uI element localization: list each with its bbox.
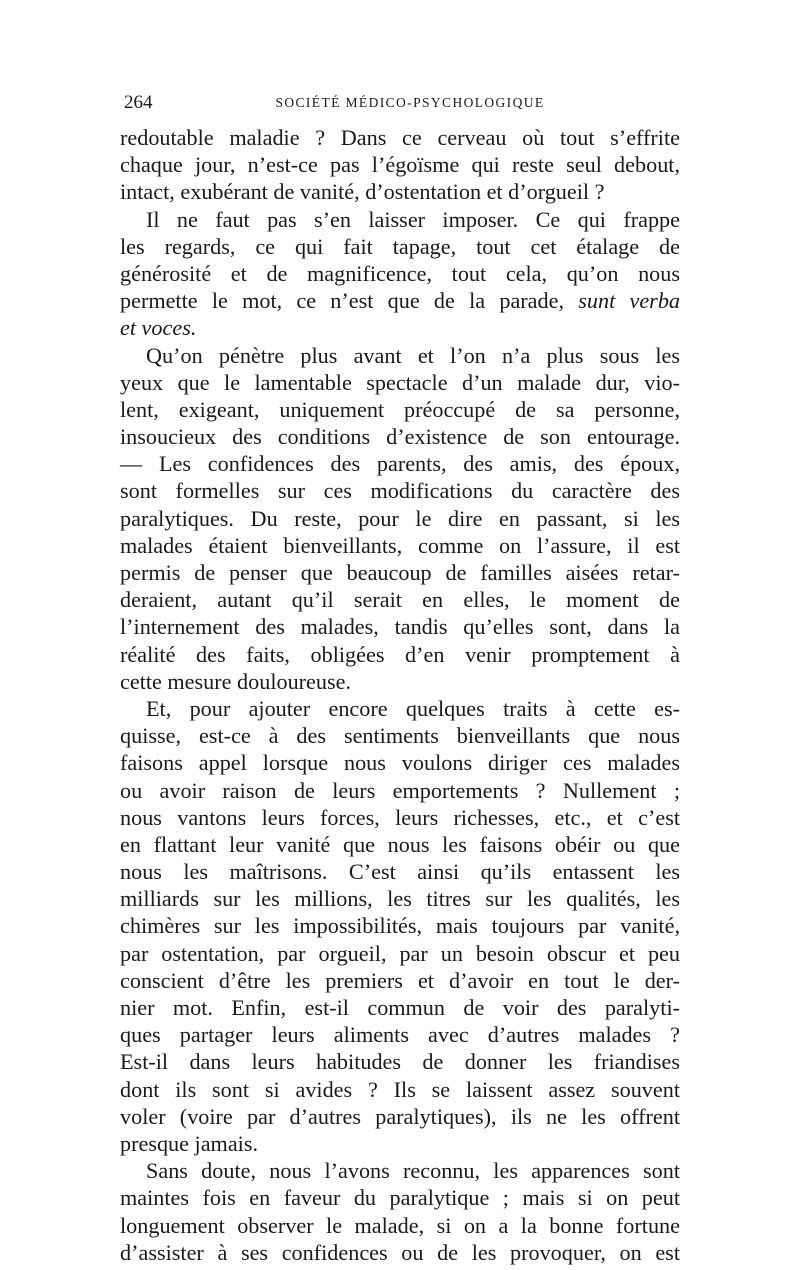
- line-text: chaque jour, n’est-ce pas l’égoïsme qui reste seul debout,: [120, 152, 680, 178]
- text-line: [120, 1239, 680, 1266]
- line-text: lent, exigeant, uniquement préoccupé de sa personne,: [120, 396, 680, 422]
- text-line: [120, 1130, 680, 1157]
- text-line: [120, 940, 680, 967]
- line-text: par ostentation, par orgueil, par un besoin obscur et peu: [120, 940, 680, 966]
- text-line: [120, 1103, 680, 1130]
- line-text: Qu’on pénètre plus avant et l’on n’a plus sous les: [146, 342, 680, 368]
- line-text: yeux que le lamentable spectacle d’un malade dur, vio-: [120, 369, 680, 395]
- line-text: intact, exubérant de vanité, d’ostentation et d’orgueil ?: [120, 179, 605, 205]
- line-text: conscient d’être les premiers et d’avoir en tout le der-: [120, 967, 680, 993]
- text-line: [120, 722, 680, 749]
- italic-phrase: et voces.: [120, 315, 197, 341]
- text-line: [120, 206, 680, 233]
- text-line: [120, 804, 680, 831]
- line-text: faisons appel lorsque nous voulons diriger ces malades: [120, 750, 680, 776]
- line-text: Il ne faut pas s’en laisser imposer. Ce qui frappe: [146, 206, 680, 232]
- line-text: paralytiques. Du reste, pour le dire en passant, si les: [120, 505, 680, 531]
- line-text: Et, pour ajouter encore quelques traits à cette es-: [146, 695, 680, 721]
- running-head: SOCIÉTÉ MÉDICO-PSYCHOLOGIQUE: [275, 95, 545, 110]
- line-text: permette le mot, ce n’est que de la parade,: [120, 288, 565, 314]
- text-line: [120, 885, 680, 912]
- text-line: [120, 342, 680, 369]
- text-line: [120, 369, 680, 396]
- line-text: les regards, ce qui fait tapage, tout cet étalage de: [120, 233, 680, 259]
- line-text: malades étaient bienveillants, comme on l’assure, il est: [120, 532, 680, 558]
- text-line: [120, 695, 680, 722]
- text-line: [120, 586, 680, 613]
- page-number: 264: [124, 92, 153, 113]
- text-line: [120, 1157, 680, 1184]
- line-text: d’assister à ses confidences ou de les provoquer, on est: [120, 1239, 680, 1265]
- text-line: [120, 1048, 680, 1075]
- page-header: [120, 92, 680, 120]
- text-line: [120, 151, 680, 178]
- line-text: redoutable maladie ? Dans ce cerveau où tout s’effrite: [120, 125, 680, 150]
- line-text: ques partager leurs aliments avec d’autres malades ?: [120, 1022, 680, 1048]
- text-line: [120, 396, 680, 423]
- body-text: [120, 124, 680, 1266]
- line-text: Est-il dans leurs habitudes de donner les friandises: [120, 1049, 680, 1075]
- line-text: permis de penser que beaucoup de familles aisées retar-: [120, 560, 680, 585]
- line-text: nier mot. Enfin, est-il commun de voir des paralyti-: [120, 995, 680, 1020]
- text-line: [120, 532, 680, 559]
- text-line: [120, 124, 680, 151]
- text-line: [120, 233, 680, 260]
- text-line: [120, 1021, 680, 1048]
- line-text: deraient, autant qu’il serait en elles, le moment de: [120, 587, 680, 613]
- text-line: [120, 1184, 680, 1211]
- line-text: sont formelles sur ces modifications du caractère des: [120, 478, 680, 504]
- line-text: Sans doute, nous l’avons reconnu, les apparences sont: [146, 1158, 680, 1184]
- line-text: nous vantons leurs forces, leurs richesses, etc., et c’est: [120, 804, 680, 830]
- line-text: dont ils sont si avides ? Ils se laissent assez souvent: [120, 1076, 680, 1102]
- line-text: quisse, est-ce à des sentiments bienveillants que nous: [120, 723, 680, 749]
- line-text: voler (voire par d’autres paralytiques), ils ne les offrent: [120, 1103, 680, 1129]
- text-line: [120, 314, 680, 341]
- line-text: l’internement des malades, tandis qu’elles sont, dans la: [120, 614, 680, 640]
- text-line: [120, 777, 680, 804]
- text-line: [120, 287, 680, 314]
- line-text: presque jamais.: [120, 1130, 259, 1156]
- text-line: [120, 749, 680, 776]
- line-text: insoucieux des conditions d’existence de son entourage.: [120, 424, 680, 450]
- text-line: [120, 1212, 680, 1239]
- text-line: [120, 668, 680, 695]
- line-text: milliards sur les millions, les titres sur les qualités, les: [120, 886, 680, 912]
- line-text: nous les maîtrisons. C’est ainsi qu’ils entassent les: [120, 859, 680, 885]
- text-line: [120, 178, 680, 205]
- text-line: [120, 1076, 680, 1103]
- text-line: [120, 505, 680, 532]
- text-line: [120, 559, 680, 586]
- text-line: [120, 641, 680, 668]
- text-line: [120, 423, 680, 450]
- text-line: [120, 477, 680, 504]
- line-text: ou avoir raison de leurs emportements ? Nullement ;: [120, 777, 680, 803]
- text-line: [120, 450, 680, 477]
- line-text: — Les confidences des parents, des amis, des époux,: [120, 451, 680, 477]
- line-text: cette mesure douloureuse.: [120, 668, 352, 694]
- text-line: [120, 994, 680, 1021]
- line-text: chimères sur les impossibilités, mais toujours par vanité,: [120, 913, 680, 939]
- italic-phrase: sunt verba: [578, 288, 681, 314]
- line-text: longuement observer le malade, si on a la bonne fortune: [120, 1212, 680, 1238]
- text-line: [120, 912, 680, 939]
- line-text: en flattant leur vanité que nous les faisons obéir ou que: [120, 831, 680, 857]
- line-text: réalité des faits, obligées d’en venir promptement à: [120, 641, 680, 667]
- text-line: [120, 831, 680, 858]
- text-line: [120, 858, 680, 885]
- text-line: [120, 260, 680, 287]
- line-text: maintes fois en faveur du paralytique ; mais si on peut: [120, 1185, 680, 1211]
- text-line: [120, 967, 680, 994]
- text-line: [120, 613, 680, 640]
- line-text: générosité et de magnificence, tout cela, qu’on nous: [120, 260, 680, 286]
